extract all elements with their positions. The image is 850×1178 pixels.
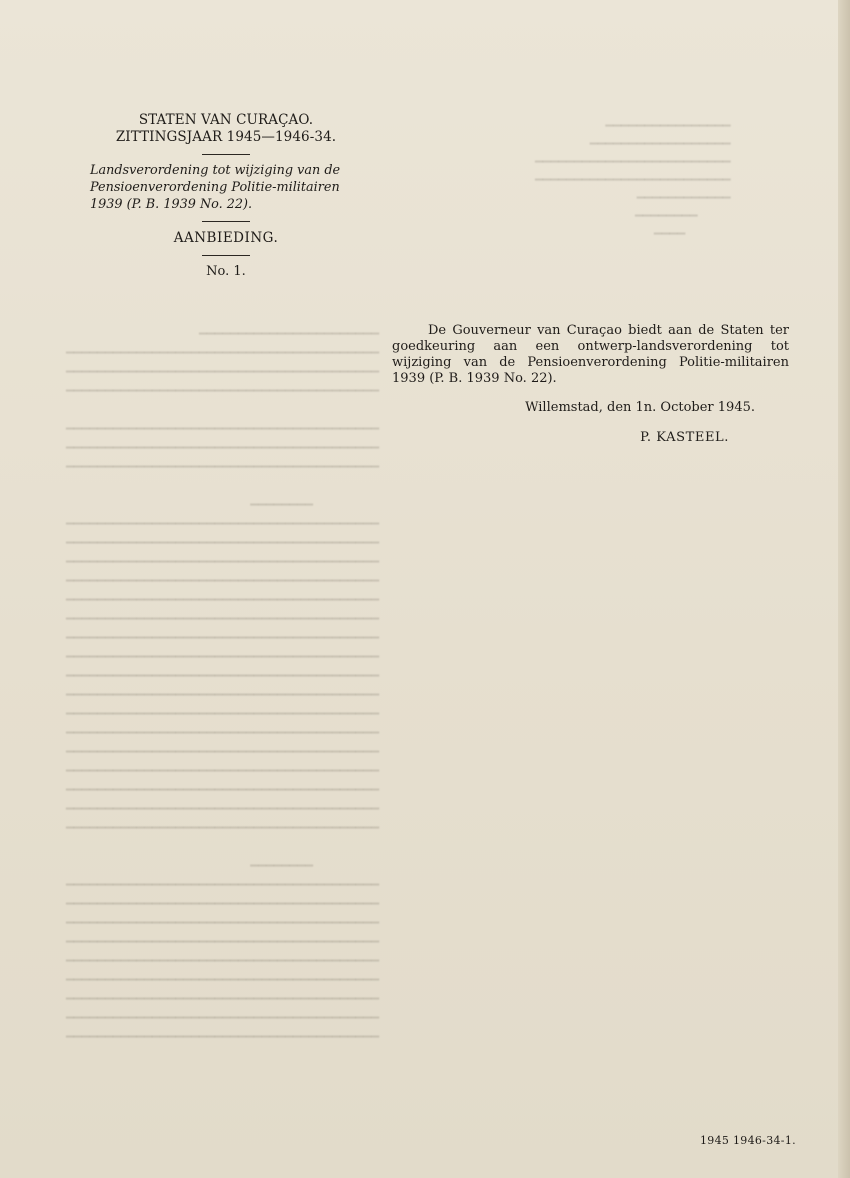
show-through-main: ━━━━━━━━━━━━━━━━━━━━━━━ ━━━━━━━━━━━━━━━━━━━━━━━━━━━━━━━━━━━━━━━━ ━━━━━━━━━━━━━━━━━━━━━━━━━━━━━━━━━━━━━━━━ ━━━━━━━━━━━━━━━━━━━━━━━━━━━━━━━━━━━━━━━━ ━━━━━━━━━━━━━━━━━━━━━━━━━━━━━━━━━━━━━━━━ ━━━━━━━━━━━━━━━━━━━━━━━━━━━━━━━━━━━━━━━━ ━━━━━━━━━━━━━━━━━━━━━━━━━━━━━━━━━━━━━━━━ ━━━━━━━━ ━━━━━━━━━━━━━━━━━━━━━━━━━━━━━━━━━━━━━━━━ ━━━━━━━━━━━━━━━━━━━━━━━━━━━━━━━━━━━━━━━━ ━━━━━━━━━━━━━━━━━━━━━━━━━━━━━━━━━━━━━━━━ ━━━━━━━━━━━━━━━━━━━━━━━━━━━━━━━━━━━━━━━━ ━━━━━━━━━━━━━━━━━━━━━━━━━━━━━━━━━━━━━━━━ ━━━━━━━━━━━━━━━━━━━━━━━━━━━━━━━━━━━━━━━━ ━━━━━━━━━━━━━━━━━━━━━━━━━━━━━━━━━━━━━━━━ ━━━━━━━━━━━━━━━━━━━━━━━━━━━━━━━━━━━━━━━━ ━━━━━━━━━━━━━━━━━━━━━━━━━━━━━━━━━━━━━━━━ ━━━━━━━━━━━━━━━━━━━━━━━━━━━━━━━━━━━━━━━━ ━━━━━━━━━━━━━━━━━━━━━━━━━━━━━━━━━━━━━━━━ ━━━━━━━━━━━━━━━━━━━━━━━━━━━━━━━━━━━━━━━━ ━━━━━━━━━━━━━━━━━━━━━━━━━━━━━━━━━━━━━━━━ ━━━━━━━━━━━━━━━━━━━━━━━━━━━━━━━━━━━━━━━━ ━━━━━━━━━━━━━━━━━━━━━━━━━━━━━━━━━━━━━━━━ ━━━━━━━━━━━━━━━━━━━━━━━━━━━━━━━━━━━━━━━━ ━━━━━━━━━━━━━━━━━━━━━━━━━━━━━━━━━━━━━━━━ ━━━━━━━━ ━━━━━━━━━━━━━━━━━━━━━━━━━━━━━━━━━━━━━━━━ ━━━━━━━━━━━━━━━━━━━━━━━━━━━━━━━━━━━━━━━━ ━━━━━━━━━━━━━━━━━━━━━━━━━━━━━━━━━━━━━━━━ ━━━━━━━━━━━━━━━━━━━━━━━━━━━━━━━━━━━━━━━━ ━━━━━━━━━━━━━━━━━━━━━━━━━━━━━━━━━━━━━━━━ ━━━━━━━━━━━━━━━━━━━━━━━━━━━━━━━━━━━━━━━━ ━━━━━━━━━━━━━━━━━━━━━━━━━━━━━━━━━━━━━━━━ ━━━━━━━━━━━━━━━━━━━━━━━━━━━━━━━━━━━━━━━━ ━━━━━━━━━━━━━━━━━━━━━━━━━━━━━━━━━━━━━━━━: [66, 327, 380, 1045]
document-heading: AANBIEDING.: [173, 230, 279, 246]
subject-text: Landsverordening tot wijziging van de Pensioenverordening Politie-militairen 1939 (P. B. 1939 No. 22).: [90, 163, 341, 212]
divider: [202, 255, 250, 256]
divider: [202, 154, 250, 155]
footer-reference: 1945 1946-34-1.: [700, 1134, 796, 1147]
signature: P. KASTEEL.: [640, 430, 729, 445]
document-header: [80, 112, 372, 281]
show-through-right: ━━━━━━━━━━━━━━━━ ━━━━━━━━━━━━━━━━━━ ━━━━━━━━━━━━━━━━━━━━━━━━━ ━━━━━━━━━━━━━━━━━━━━━━━━━ ━━━━━━━━━━━━ ━━━━━━━━ ━━━━: [535, 119, 731, 242]
body-paragraph: De Gouverneur van Curaçao biedt aan de Staten ter goedkeuring aan een ontwerp-landsverordening tot wijziging van de Pensioenverordening Politie-militairen 1939 (P. B. 1939 No. 22).: [392, 323, 789, 386]
legislature-title: STATEN VAN CURAÇAO.: [138, 112, 314, 128]
page-edge: [838, 0, 850, 1178]
session-year: ZITTINGSJAAR 1945—1946-34.: [115, 129, 337, 145]
document-number: No. 1.: [206, 264, 246, 279]
date-line: Willemstad, den 1n. October 1945.: [525, 400, 755, 415]
divider: [202, 221, 250, 222]
